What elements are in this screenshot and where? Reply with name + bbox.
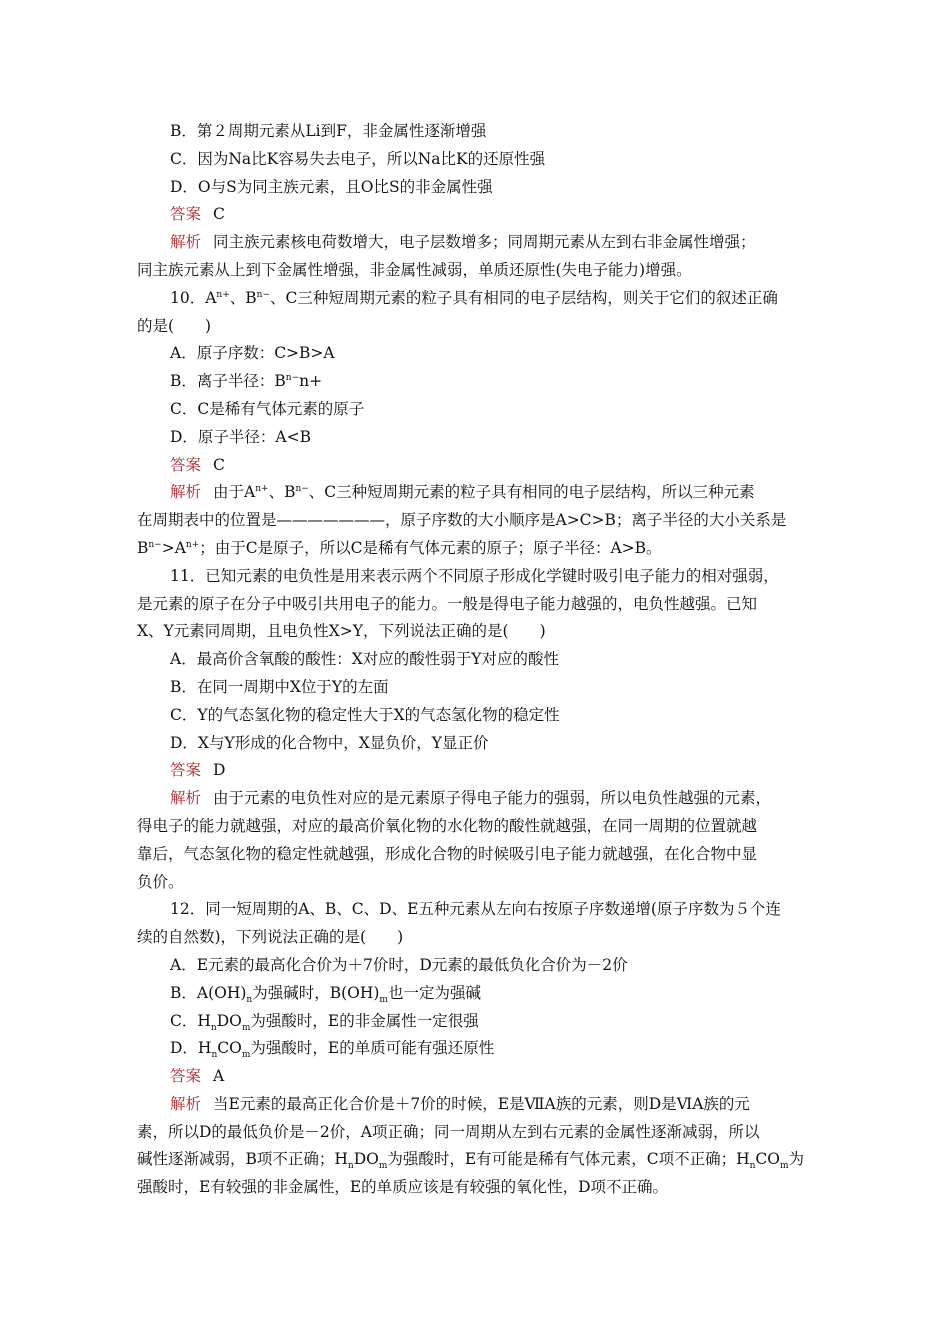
answer-value: D	[213, 761, 226, 780]
q12-stem-line-1: 12．同一短周期的A、B、C、D、E五种元素从左向右按原子序数递增(原子序数为５个连	[170, 900, 781, 919]
q11-option-a: A．最高价含氧酸的酸性：X对应的酸性弱于Y对应的酸性	[170, 650, 559, 669]
q12-stem-line-2: 续的自然数)，下列说法正确的是( )	[137, 928, 404, 947]
q11-stem-line-2: 是元素的原子在分子中吸引共用电子的能力。一般是得电子能力越强的，电负性越强。已知	[137, 594, 758, 613]
q10-analysis-line-3: $B^{n-}>A^{n+}$；由于C是原子，所以C是稀有气体元素的原子；原子半径：A>B。	[137, 538, 662, 557]
q11-analysis-line-1	[137, 785, 821, 813]
q11-stem-line-3: X、Y元素同周期，且电负性X>Y，下列说法正确的是( )	[137, 622, 546, 641]
q12-option-a: A．E元素的最高化合价为＋7价时，D元素的最低负化合价为－2价	[170, 955, 628, 974]
analysis-label: 解析	[170, 1094, 202, 1113]
q10-analysis-line-2: 在周期表中的位置是———————，原子序数的大小顺序是A>C>B；离子半径的大小关系是	[137, 511, 787, 530]
q9-option-d: D．O与S为同主族元素，且O比S的非金属性强	[170, 177, 493, 196]
analysis-label: 解析	[170, 789, 202, 808]
analysis-text: 当E元素的最高正化合价是＋7价的时候，E是ⅦA族的元素，则D是ⅥA族的元	[213, 1094, 750, 1113]
answer-label: 答案	[170, 455, 202, 474]
q10-analysis-line-1	[137, 479, 821, 507]
q10-option-c: C．C是稀有气体元素的原子	[170, 399, 365, 418]
analysis-text: 由于$A^{n+}$、$B^{n-}$、C三种短周期元素的粒子具有相同的电子层结构，所以三种元素	[213, 483, 755, 502]
q12-analysis-line-2: 素，所以D的最低负价是－2价，A项正确；同一周期从左到右元素的金属性逐渐减弱，所以	[137, 1122, 760, 1141]
document-page	[137, 118, 821, 1202]
q11-analysis-line-3: 靠后，气态氢化物的稳定性就越强，形成化合物的时候吸引电子能力就越强，在化合物中显	[137, 844, 758, 863]
q12-analysis-line-4: 强酸时，E有较强的非金属性，E的单质应该是有较强的氧化性，D项不正确。	[137, 1178, 669, 1197]
q11-option-d: D．X与Y形成的化合物中，X显负价，Y显正价	[170, 733, 489, 752]
q11-option-c: C．Y的气态氢化物的稳定性大于X的气态氢化物的稳定性	[170, 705, 560, 724]
q10-answer	[137, 452, 821, 480]
q9-option-c: C．因为Na比K容易失去电子，所以Na比K的还原性强	[170, 149, 546, 168]
q11-analysis-line-4: 负价。	[137, 872, 184, 891]
answer-value: A	[213, 1067, 225, 1086]
q11-stem-line-1: 11．已知元素的电负性是用来表示两个不同原子形成化学键时吸引电子能力的相对强弱，	[170, 566, 779, 585]
q12-analysis-line-1	[137, 1091, 821, 1119]
q12-analysis-line-3: 碱性逐渐减弱，B项不正确；$H_nDO_m$为强酸时，E有可能是稀有气体元素，C项不正确；$H_nCO_m$为	[137, 1150, 805, 1172]
answer-label: 答案	[170, 205, 202, 224]
q11-option-b: B．在同一周期中X位于Y的左面	[170, 677, 389, 696]
answer-value: C	[213, 455, 225, 474]
q9-option-b: B．第２周期元素从Li到F，非金属性逐渐增强	[170, 122, 487, 140]
q11-analysis-line-2: 得电子的能力就越强，对应的最高价氧化物的水化物的酸性就越强，在同一周期的位置就越	[137, 816, 758, 835]
answer-label: 答案	[170, 1067, 202, 1086]
q12-answer	[137, 1063, 821, 1091]
answer-value: C	[213, 205, 225, 224]
q9-analysis-line-2: 同主族元素从上到下金属性增强，非金属性减弱，单质还原性(失电子能力)增强。	[137, 260, 692, 279]
q10-option-d: D．原子半径：A<B	[170, 427, 311, 446]
q12-option-d: D．$H_nCO_m$为强酸时，E的单质可能有强还原性	[170, 1039, 495, 1061]
q11-answer	[137, 757, 821, 785]
q12-option-c: C．$H_nDO_m$为强酸时，E的非金属性一定很强	[170, 1011, 479, 1033]
q10-option-b: B．离子半径：$B^{n-}n+$	[170, 372, 323, 391]
q12-option-b: B．$A(OH)_n$为强碱时，$B(OH)_m$也一定为强碱	[170, 983, 481, 1005]
analysis-text: 由于元素的电负性对应的是元素原子得电子能力的强弱，所以电负性越强的元素，	[213, 789, 772, 808]
q9-analysis-line-1	[137, 229, 821, 257]
q9-answer	[137, 201, 821, 229]
q10-option-a: A．原子序数：C>B>A	[170, 344, 335, 363]
q10-stem-line-2: 的是( )	[137, 316, 212, 335]
q10-stem-line-1: 10．$A^{n+}$、$B^{n-}$、C三种短周期元素的粒子具有相同的电子层结构，则关于它们的叙述正确	[170, 288, 778, 307]
analysis-text: 同主族元素核电荷数增大，电子层数增多；同周期元素从左到右非金属性增强；	[213, 233, 756, 252]
answer-label: 答案	[170, 761, 202, 780]
analysis-label: 解析	[170, 483, 202, 502]
analysis-label: 解析	[170, 233, 202, 252]
